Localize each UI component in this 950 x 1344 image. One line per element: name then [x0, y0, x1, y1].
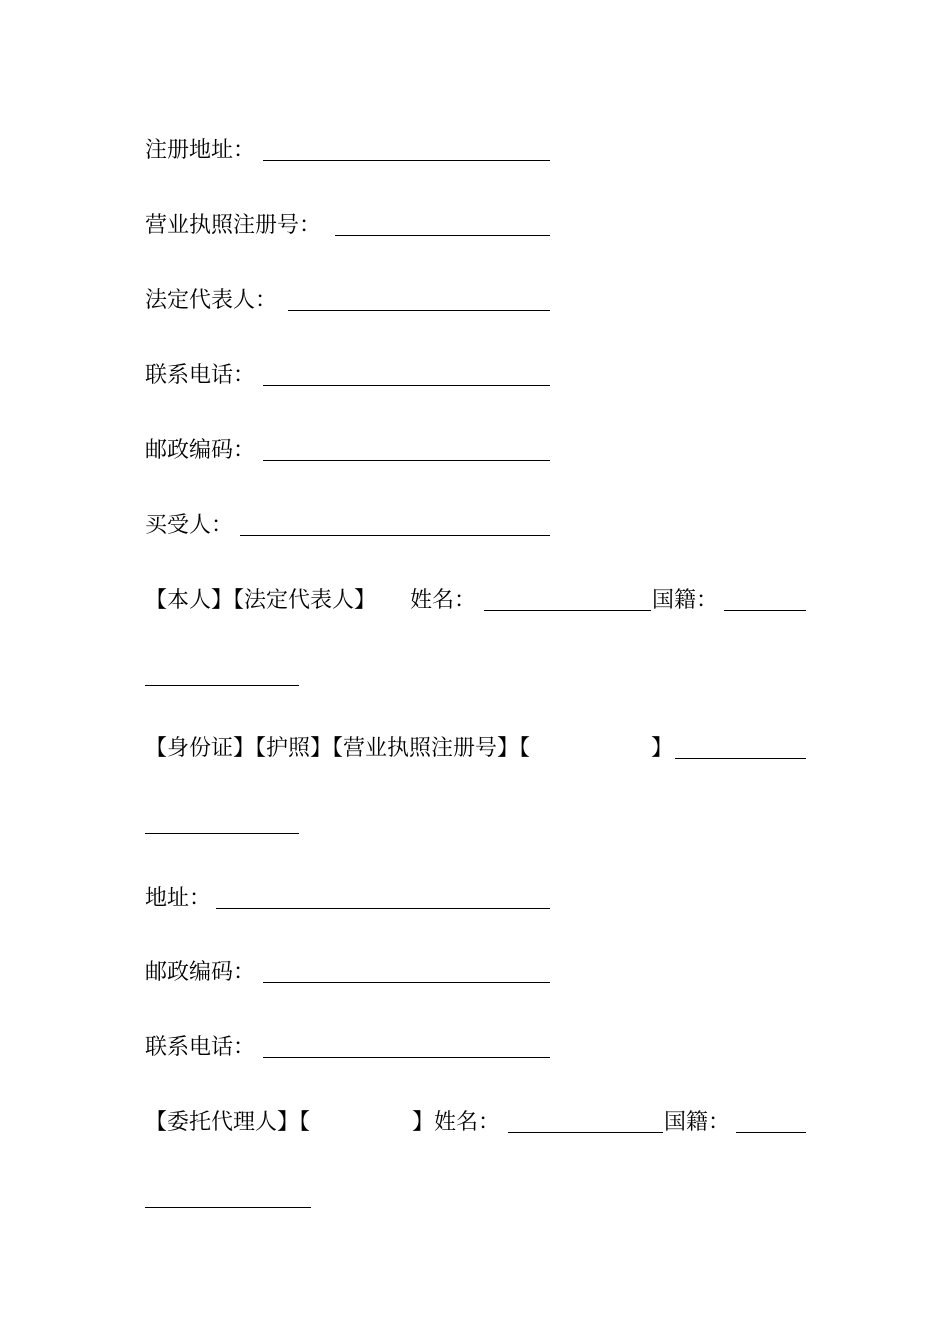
phone-label: 联系电话：	[145, 363, 256, 388]
buyer-identity-row	[145, 586, 810, 616]
agent-title-label: 【委托代理人】【	[145, 1110, 311, 1135]
buyer-phone-row	[145, 1033, 565, 1063]
postal-code-row	[145, 436, 565, 466]
phone-row	[145, 361, 565, 391]
buyer-document-number-field-continued[interactable]	[145, 833, 299, 834]
legal-representative-label: 法定代表人：	[145, 288, 278, 313]
buyer-document-bracket-close: 】	[651, 736, 674, 761]
postal-code-label: 邮政编码：	[145, 438, 256, 463]
buyer-document-number-field[interactable]	[675, 758, 806, 759]
buyer-address-row	[145, 884, 565, 914]
buyer-phone-field[interactable]	[263, 1057, 550, 1058]
buyer-nationality-label: 国籍：	[652, 588, 719, 613]
registered-address-row	[145, 136, 565, 166]
buyer-address-field[interactable]	[216, 908, 550, 909]
postal-code-field[interactable]	[263, 460, 550, 461]
buyer-name-field[interactable]	[484, 610, 651, 611]
business-license-label: 营业执照注册号：	[145, 213, 322, 238]
legal-representative-row	[145, 286, 565, 316]
buyer-nationality-field[interactable]	[724, 610, 806, 611]
phone-field[interactable]	[263, 385, 550, 386]
buyer-document-options: 【身份证】【护照】【营业执照注册号】【	[145, 736, 531, 761]
business-license-row	[145, 211, 565, 241]
buyer-identity-options: 【本人】【法定代表人】	[145, 588, 377, 613]
agent-name-field[interactable]	[508, 1132, 663, 1133]
agent-row	[145, 1108, 810, 1138]
registered-address-label: 注册地址：	[145, 138, 256, 163]
buyer-phone-label: 联系电话：	[145, 1035, 256, 1060]
buyer-address-label: 地址：	[145, 886, 212, 911]
registered-address-field[interactable]	[263, 160, 550, 161]
buyer-name-label: 姓名：	[410, 588, 477, 613]
buyer-label: 买受人：	[145, 513, 234, 538]
legal-representative-field[interactable]	[288, 310, 550, 311]
buyer-document-row	[145, 734, 810, 764]
buyer-nationality-field-continued[interactable]	[145, 685, 299, 686]
agent-name-label: 】姓名：	[412, 1110, 501, 1135]
buyer-postal-code-row	[145, 958, 565, 988]
buyer-field[interactable]	[240, 535, 550, 536]
agent-nationality-field-continued[interactable]	[145, 1207, 311, 1208]
buyer-postal-code-label: 邮政编码：	[145, 960, 256, 985]
business-license-field[interactable]	[335, 235, 550, 236]
buyer-row	[145, 511, 565, 541]
agent-nationality-label: 国籍：	[664, 1110, 731, 1135]
agent-nationality-field[interactable]	[736, 1132, 806, 1133]
buyer-postal-code-field[interactable]	[263, 982, 550, 983]
